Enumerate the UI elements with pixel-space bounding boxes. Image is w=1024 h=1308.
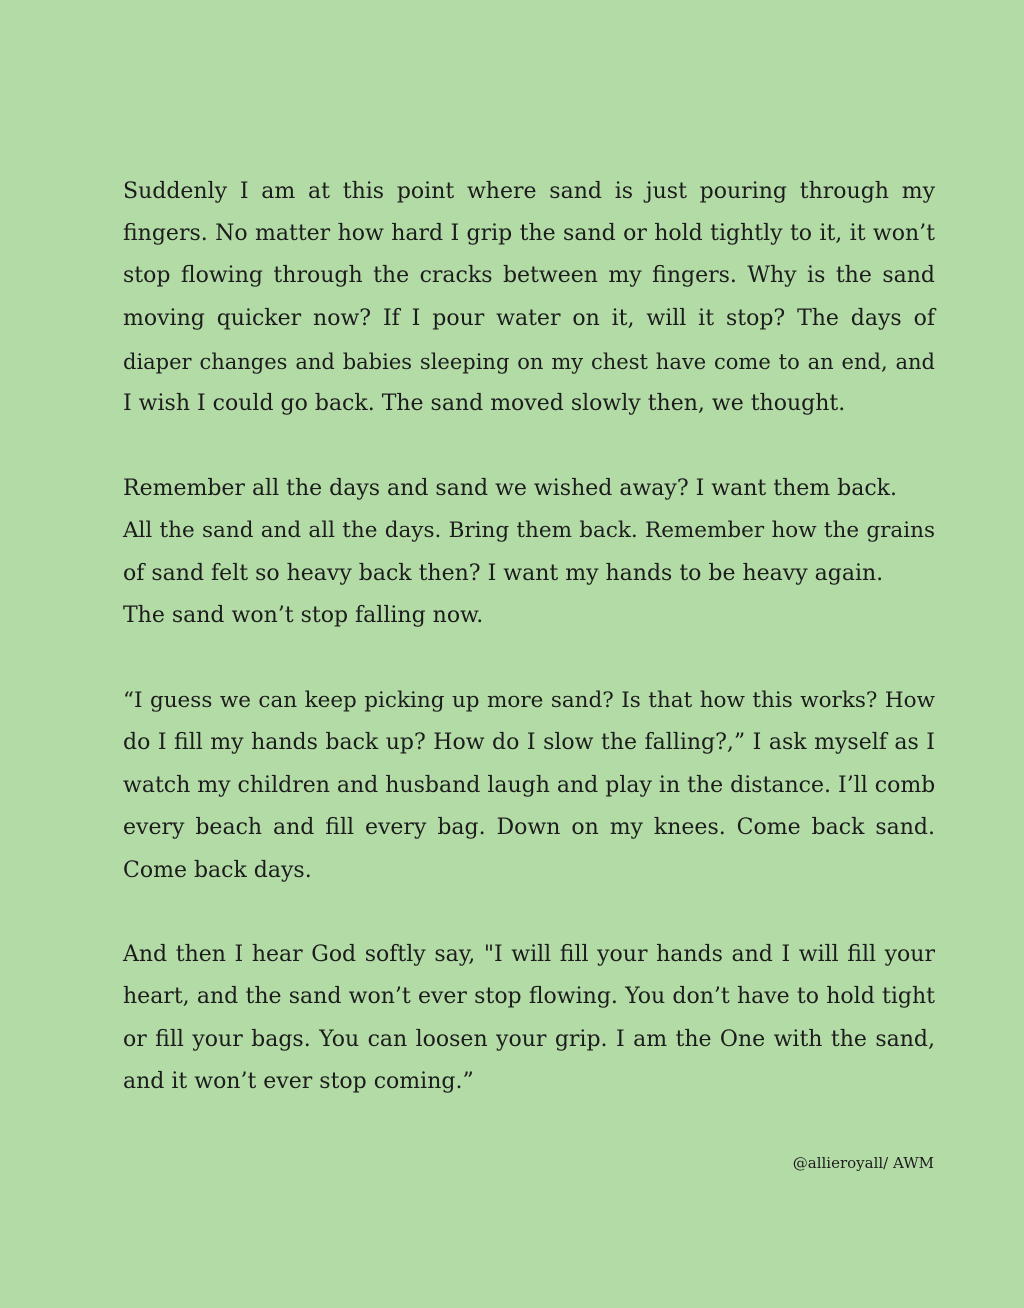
paragraph-line: heart, and the sand won’t ever stop flowing. You don’t have to hold tight (123, 984, 935, 1009)
paragraph-line: All the sand and all the days. Bring them back. Remember how the grains (123, 518, 935, 543)
paragraph-line: Remember all the days and sand we wished away? I want them back. (123, 476, 897, 501)
paragraph-line: I wish I could go back. The sand moved slowly then, we thought. (123, 391, 846, 416)
paragraph-line: stop flowing through the cracks between my fingers. Why is the sand (123, 263, 935, 288)
paragraph-line: moving quicker now? If I pour water on it, will it stop? The days of (123, 306, 935, 331)
paragraph-line: “I guess we can keep picking up more sand? Is that how this works? How (123, 688, 935, 713)
paragraph-line: And then I hear God softly say, "I will fill your hands and I will fill your (123, 942, 935, 967)
paragraph-line: of sand felt so heavy back then? I want my hands to be heavy again. (123, 561, 884, 586)
paragraph-line: Come back days. (123, 858, 312, 883)
paragraph-line: fingers. No matter how hard I grip the sand or hold tightly to it, it won’t (123, 221, 935, 246)
paragraph-line: and it won’t ever stop coming.” (123, 1069, 474, 1094)
paragraph-line: or fill your bags. You can loosen your grip. I am the One with the sand, (123, 1027, 935, 1052)
paragraph-line: diaper changes and babies sleeping on my chest have come to an end, and (123, 350, 935, 374)
author-credit: @allieroyall/ AWM (792, 1154, 934, 1172)
paragraph-line: do I fill my hands back up? How do I slow the falling?,” I ask myself as I (123, 730, 935, 755)
paragraph-line: Suddenly I am at this point where sand is just pouring through my (123, 179, 935, 204)
paragraph-line: every beach and fill every bag. Down on my knees. Come back sand. (123, 815, 935, 840)
paragraph-line: watch my children and husband laugh and play in the distance. I’ll comb (123, 773, 936, 798)
paragraph-line: The sand won’t stop falling now. (123, 603, 484, 628)
